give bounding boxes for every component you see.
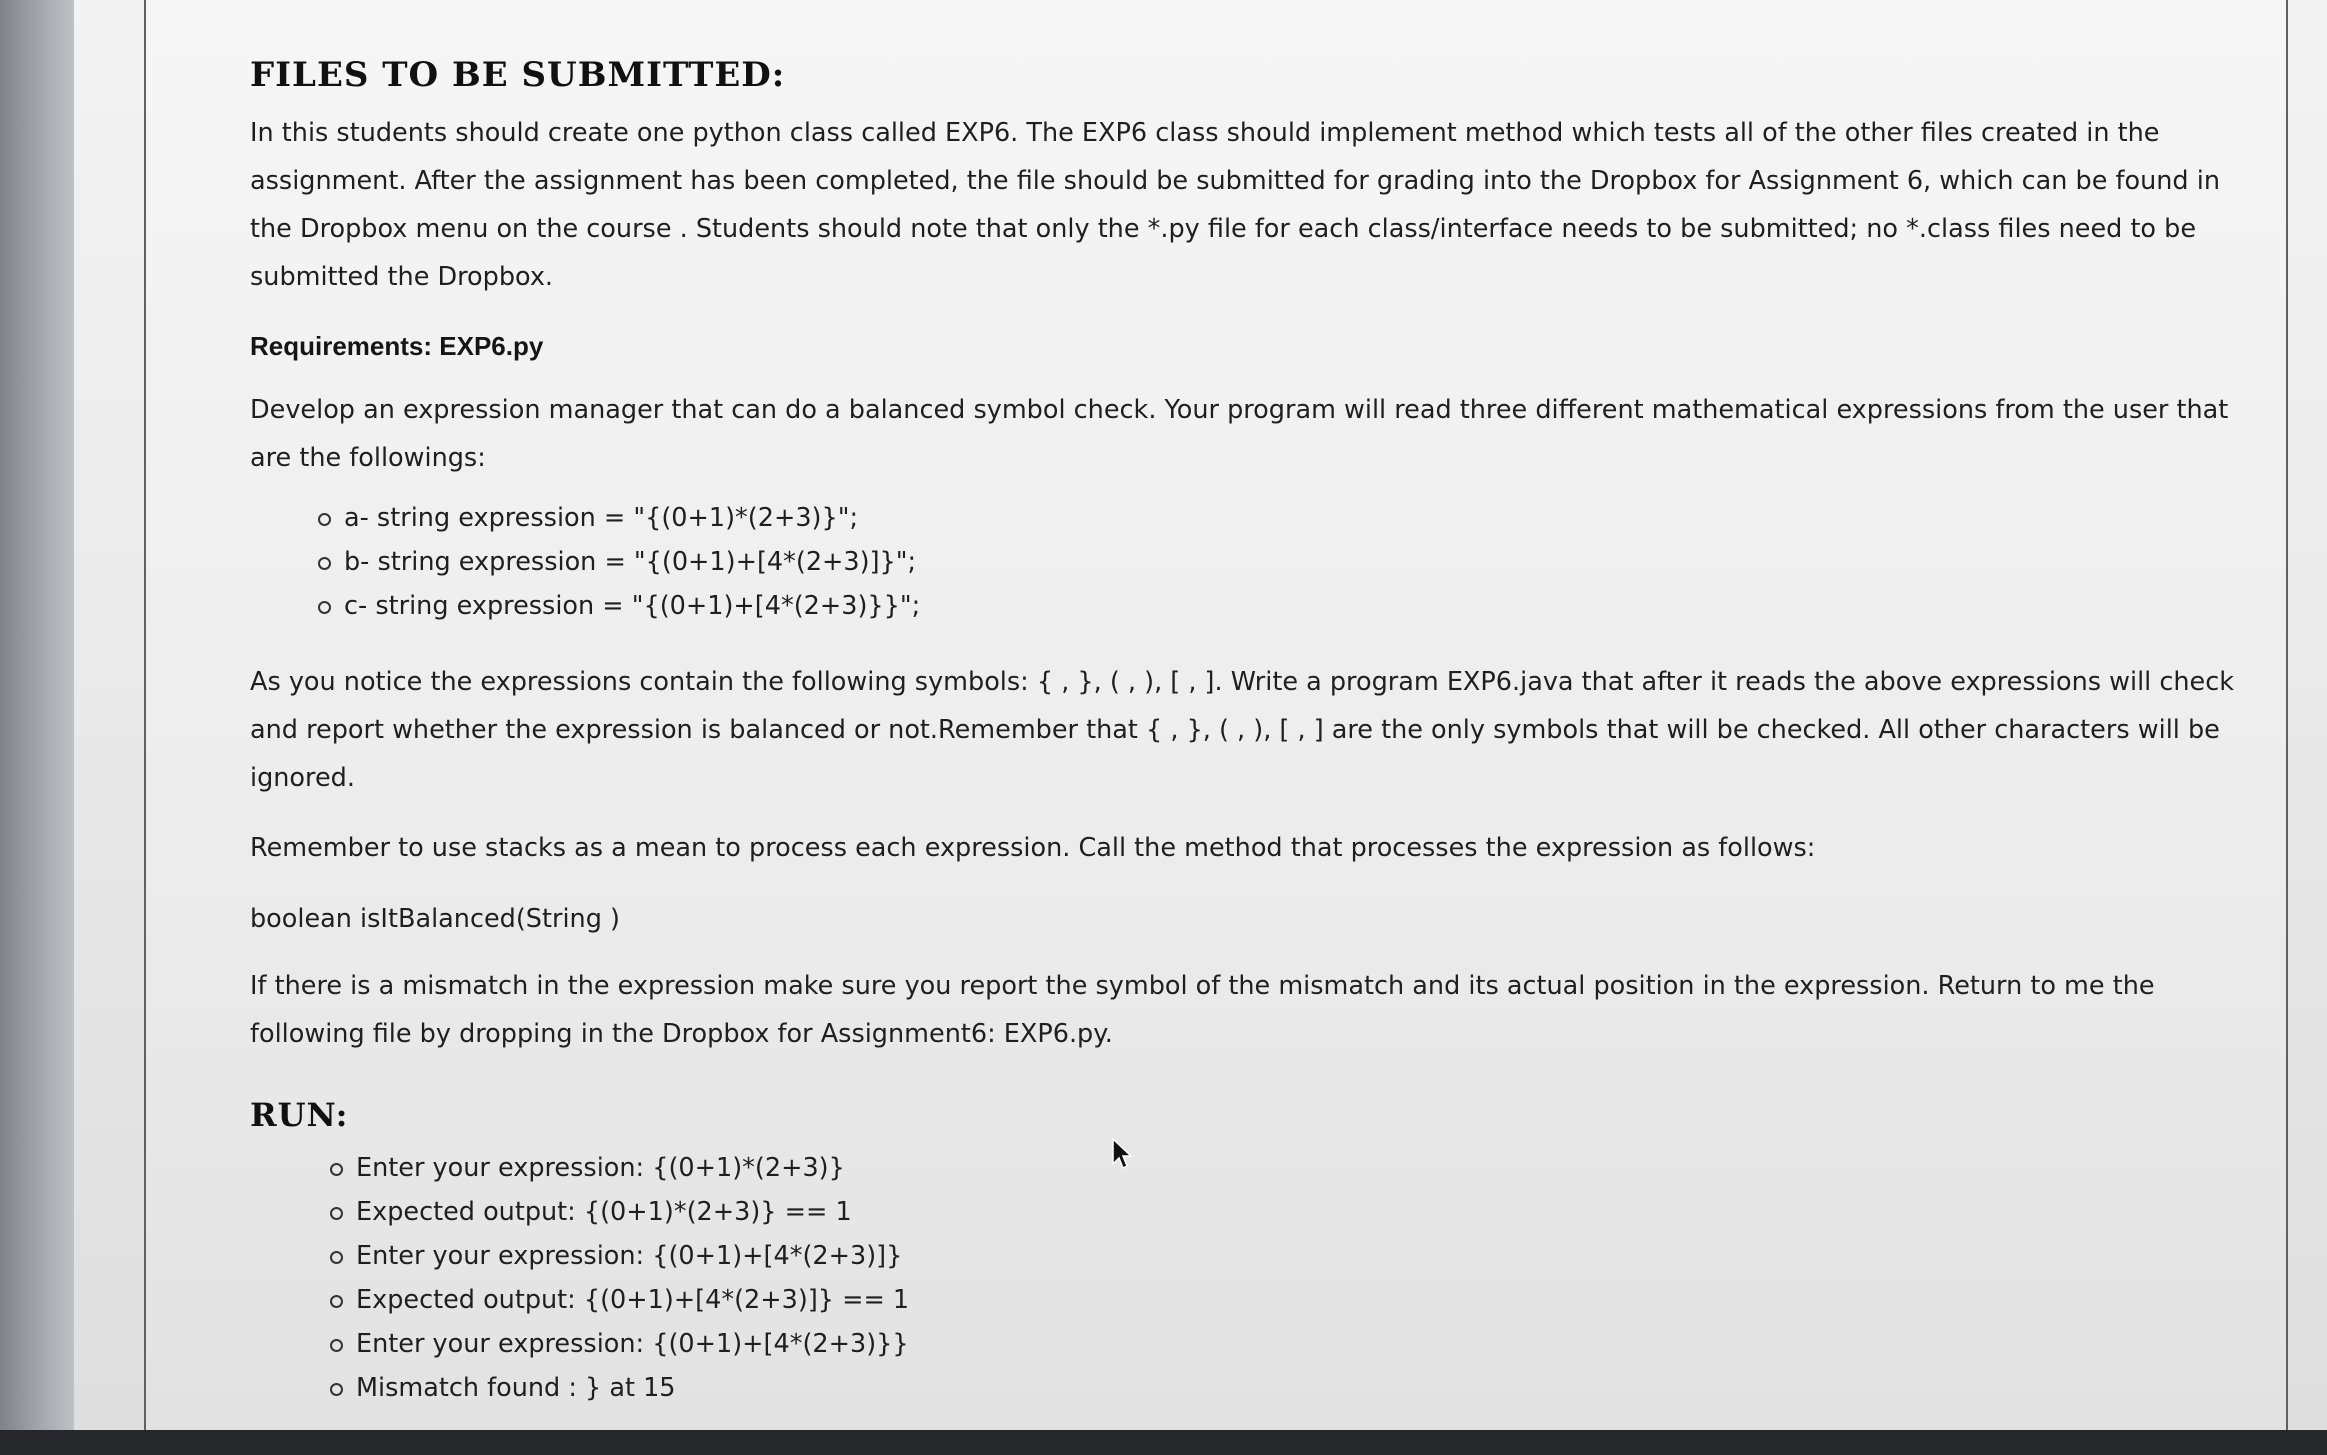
run-line: Enter your expression: {(0+1)*(2+3)} bbox=[356, 1153, 845, 1183]
run-line: Enter your expression: {(0+1)+[4*(2+3)]} bbox=[356, 1241, 903, 1271]
list-item bbox=[330, 1234, 2250, 1278]
list-item bbox=[318, 584, 2250, 628]
run-list bbox=[250, 1146, 2250, 1410]
bullet-ring-icon bbox=[330, 1339, 343, 1352]
content-panel bbox=[144, 0, 2288, 1430]
run-heading: RUN: bbox=[250, 1096, 349, 1134]
requirements-title: Requirements: EXP6.py bbox=[250, 331, 544, 361]
bullet-ring-icon bbox=[330, 1251, 343, 1264]
intro-paragraph: In this students should create one python class called EXP6. The EXP6 class should implement method which tests all of the other files created in the assignment. After the assignment has been completed, the file should be submitted for grading into the Dropbox for Assignment 6, which can be found in the Dropbox menu on the course . Students should note that only the *.py file for each class/interface needs to be submitted; no *.class files need to be submitted the Dropbox. bbox=[250, 118, 2220, 292]
expression-a: a- string expression = "{(0+1)*(2+3)}"; bbox=[344, 503, 859, 533]
assignment-document bbox=[250, 55, 2250, 1410]
bullet-ring-icon bbox=[318, 513, 331, 526]
list-item bbox=[318, 540, 2250, 584]
bullet-ring-icon bbox=[330, 1295, 343, 1308]
expression-c: c- string expression = "{(0+1)+[4*(2+3)}}"; bbox=[344, 591, 921, 621]
list-item bbox=[330, 1278, 2250, 1322]
run-line: Expected output: {(0+1)+[4*(2+3)]} == 1 bbox=[356, 1285, 910, 1315]
mismatch-paragraph: If there is a mismatch in the expression make sure you report the symbol of the mismatch and its actual position in the expression. Return to me the following file by dropping in the Dropbox for Assignment6: EXP6.py. bbox=[250, 971, 2155, 1049]
monitor-bezel-bottom bbox=[0, 1430, 2327, 1455]
bullet-ring-icon bbox=[330, 1163, 343, 1176]
list-item bbox=[330, 1322, 2250, 1366]
stacks-paragraph: Remember to use stacks as a mean to process each expression. Call the method that processes the expression as follows: bbox=[250, 833, 1816, 863]
screen bbox=[74, 0, 2327, 1430]
bullet-ring-icon bbox=[330, 1383, 343, 1396]
expressions-list bbox=[250, 496, 2250, 628]
method-signature: boolean isItBalanced(String ) bbox=[250, 904, 620, 934]
monitor-bezel-left bbox=[0, 0, 74, 1455]
list-item bbox=[330, 1146, 2250, 1190]
run-line: Mismatch found : } at 15 bbox=[356, 1373, 676, 1403]
list-item bbox=[330, 1190, 2250, 1234]
files-heading: FILES TO BE SUBMITTED: bbox=[250, 55, 786, 95]
bullet-ring-icon bbox=[330, 1207, 343, 1220]
run-line: Enter your expression: {(0+1)+[4*(2+3)}} bbox=[356, 1329, 909, 1359]
expression-b: b- string expression = "{(0+1)+[4*(2+3)]}"; bbox=[344, 547, 917, 577]
notice-paragraph: As you notice the expressions contain the following symbols: { , }, ( , ), [ , ]. Write a program EXP6.java that after it reads the above expressions will check and report whether the expression is balanced or not.Remember that { , }, ( , ), [ , ] are the only symbols that will be checked. All other characters will be ignored. bbox=[250, 667, 2235, 793]
bullet-ring-icon bbox=[318, 557, 331, 570]
bullet-ring-icon bbox=[318, 601, 331, 614]
run-line: Expected output: {(0+1)*(2+3)} == 1 bbox=[356, 1197, 852, 1227]
list-item bbox=[330, 1366, 2250, 1410]
develop-paragraph: Develop an expression manager that can do a balanced symbol check. Your program will read three different mathematical expressions from the user that are the followings: bbox=[250, 395, 2229, 473]
list-item bbox=[318, 496, 2250, 540]
mouse-pointer-icon bbox=[1112, 1138, 1132, 1170]
